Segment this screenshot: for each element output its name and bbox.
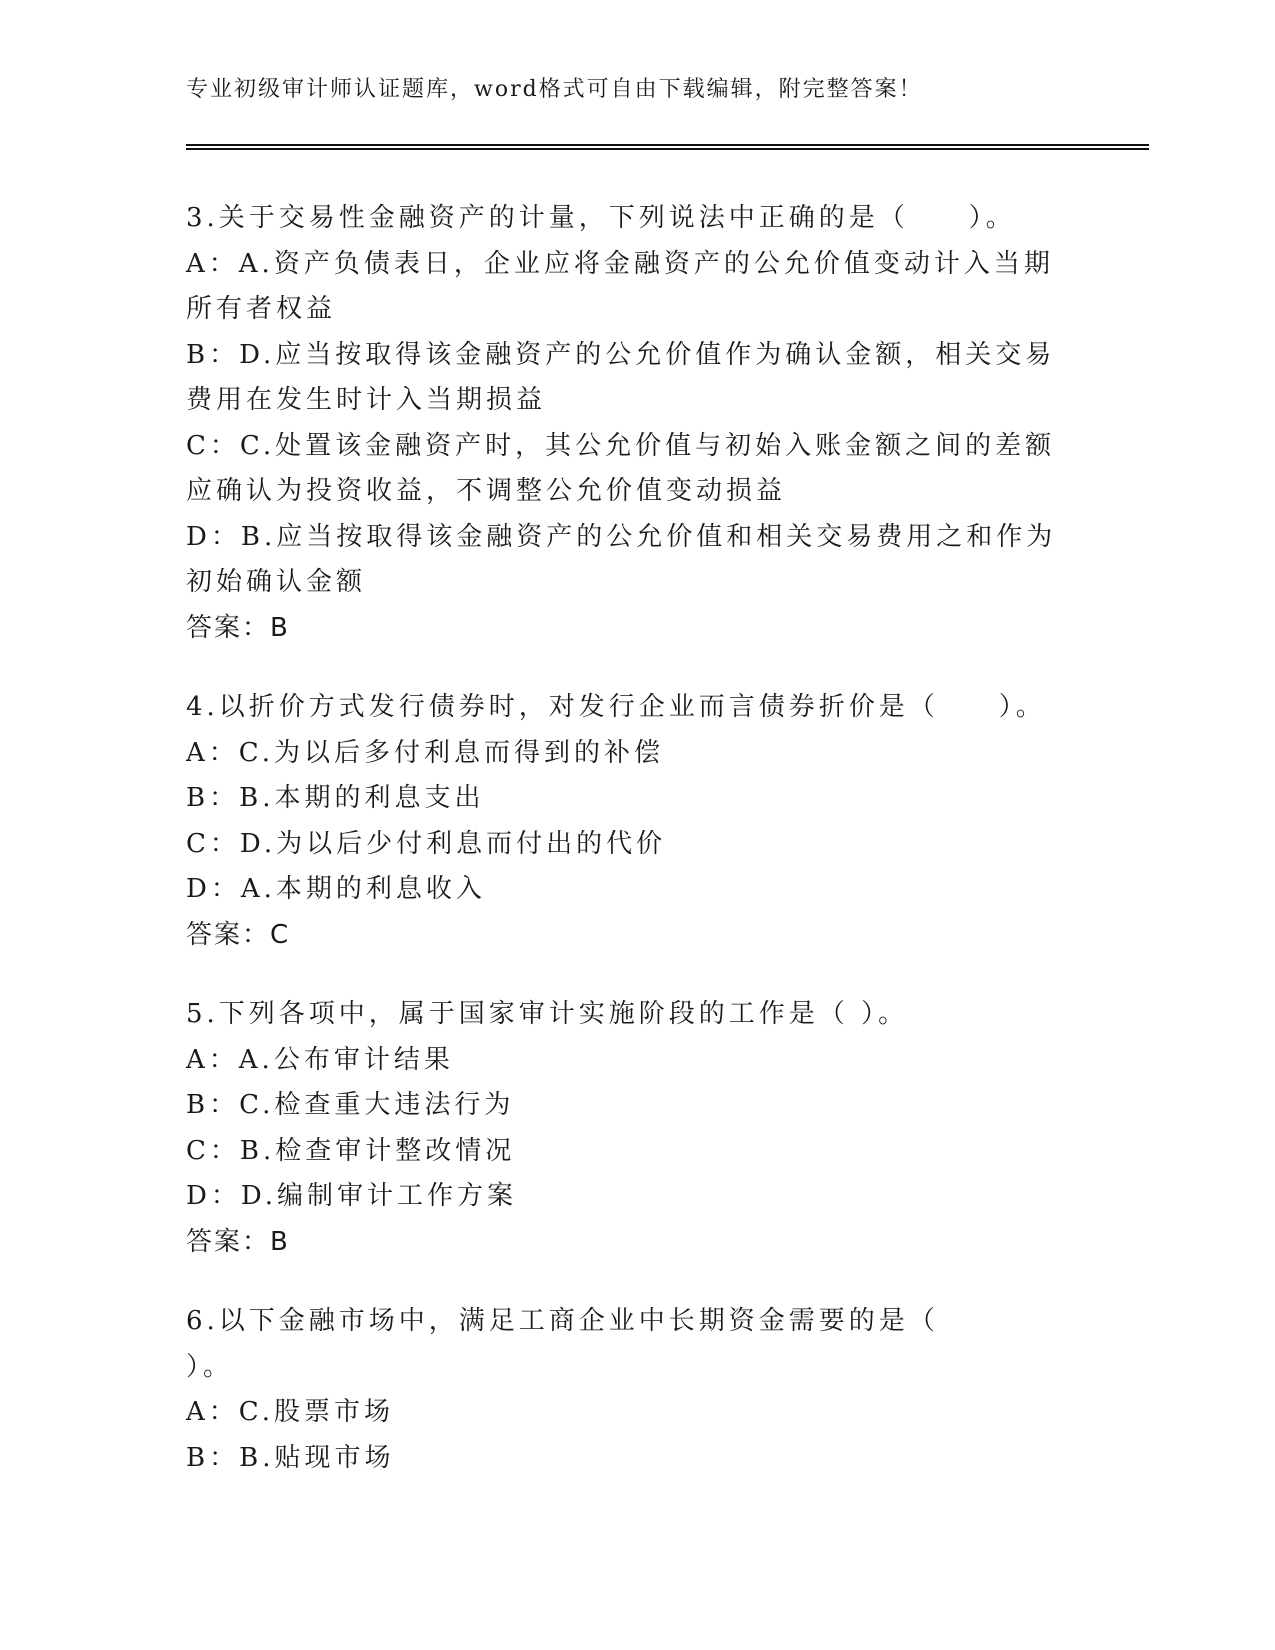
question-stem: 5.下列各项中，属于国家审计实施阶段的工作是（ ）。 bbox=[186, 999, 909, 1029]
option-d: D：B.应当按取得该金融资产的公允价值和相关交易费用之和作为初始确认金额 bbox=[186, 521, 1057, 597]
question-5 bbox=[186, 992, 1066, 1265]
question-stem: 4.以折价方式发行债券时，对发行企业而言债券折价是（ ）。 bbox=[186, 692, 1046, 722]
option-c: C：D.为以后少付利息而付出的代价 bbox=[186, 828, 667, 859]
option-b: B：B.贴现市场 bbox=[186, 1442, 395, 1473]
option-a: A：A.公布审计结果 bbox=[186, 1044, 454, 1075]
answer-key: 答案：B bbox=[186, 612, 290, 643]
option-a: A：A.资产负债表日，企业应将金融资产的公允价值变动计入当期所有者权益 bbox=[186, 248, 1054, 324]
option-d: D：D.编制审计工作方案 bbox=[186, 1181, 518, 1211]
question-list bbox=[186, 196, 1066, 1515]
option-b: B：C.检查重大违法行为 bbox=[186, 1090, 515, 1120]
question-6 bbox=[186, 1299, 1066, 1481]
option-a: A：C.股票市场 bbox=[186, 1397, 395, 1427]
question-3 bbox=[186, 196, 1066, 651]
option-c: C：B.检查审计整改情况 bbox=[186, 1135, 516, 1166]
question-stem: 3.关于交易性金融资产的计量，下列说法中正确的是（ ）。 bbox=[186, 203, 1016, 233]
question-4 bbox=[186, 685, 1066, 958]
option-c: C：C.处置该金融资产时，其公允价值与初始入账金额之间的差额应确认为投资收益，不调整公允价值变动损益 bbox=[186, 430, 1056, 506]
page-header: 专业初级审计师认证题库，word格式可自由下载编辑，附完整答案！ bbox=[186, 77, 923, 102]
option-d: D：A.本期的利息收入 bbox=[186, 874, 486, 904]
option-b: B：D.应当按取得该金融资产的公允价值作为确认金额，相关交易费用在发生时计入当期损益 bbox=[186, 339, 1056, 415]
header-divider bbox=[186, 144, 1149, 150]
answer-key: 答案：B bbox=[186, 1226, 290, 1257]
option-a: A：C.为以后多付利息而得到的补偿 bbox=[186, 737, 665, 768]
question-stem: 6.以下金融市场中，满足工商企业中长期资金需要的是（ ）。 bbox=[186, 1306, 1029, 1382]
answer-key: 答案：C bbox=[186, 919, 291, 950]
option-b: B：B.本期的利息支出 bbox=[186, 783, 485, 813]
